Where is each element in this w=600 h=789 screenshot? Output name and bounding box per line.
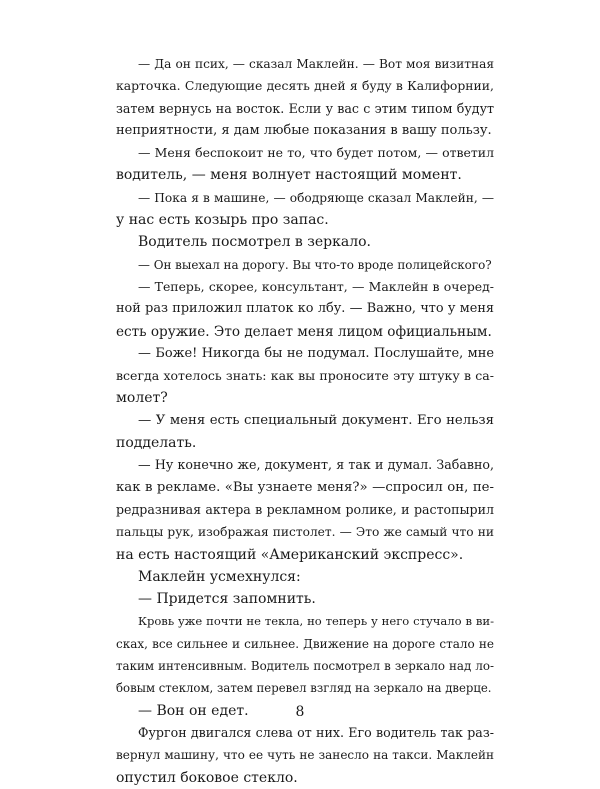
text-line: — Пока я в машине, — ободряюще сказал Маклейн, — bbox=[138, 190, 494, 205]
text-line: пальцы рук, изображая пистолет. — Это же самый что ни bbox=[116, 525, 494, 540]
text-line: таким интенсивным. Водитель посмотрел в зеркало над ло- bbox=[116, 659, 494, 674]
text-line: — Теперь, скорее, консультант, — Маклейн в очеред- bbox=[138, 278, 494, 294]
text-line: у нас есть козырь про запас. bbox=[116, 212, 329, 229]
body-text bbox=[116, 53, 494, 789]
text-line: — Вон он едет. bbox=[138, 702, 249, 719]
text-line: Маклейн усмехнулся: bbox=[138, 568, 301, 585]
page-number: 8 bbox=[295, 704, 305, 720]
text-line: — У меня есть специальный документ. Его нельзя bbox=[138, 412, 494, 428]
text-line: Кровь уже почти не текла, но теперь у него стучало в ви- bbox=[138, 614, 494, 629]
text-line: — Придется запомнить. bbox=[138, 591, 316, 608]
text-line: — Ну конечно же, документ, я так и думал. Забавно, bbox=[138, 457, 494, 473]
text-line: на есть настоящий «Американский экспресс». bbox=[116, 546, 464, 563]
text-line: как в рекламе. «Вы узнаете меня?» —спросил он, пе- bbox=[116, 479, 494, 495]
text-line: сках, все сильнее и сильнее. Движение на дороге стало не bbox=[116, 636, 494, 651]
text-line: ной раз приложил платок ко лбу. — Важно, что у меня bbox=[116, 301, 494, 317]
text-line: всегда хотелось знать: как вы проносите эту штуку в са- bbox=[116, 368, 494, 384]
text-line: подделать. bbox=[116, 435, 197, 452]
text-line: водитель, — меня волнует настоящий момент. bbox=[116, 167, 462, 184]
text-line: опустил боковое стекло. bbox=[116, 769, 298, 786]
text-line: редразнивая актера в рекламном ролике, и растопырил bbox=[116, 501, 494, 517]
text-line: бовым стеклом, затем перевел взгляд на зеркало на дверце. bbox=[116, 681, 492, 696]
text-line: Фургон двигался слева от них. Его водитель так раз- bbox=[138, 724, 494, 740]
text-line: затем вернусь на восток. Если у вас с этим типом будут bbox=[116, 100, 494, 116]
text-line: молет? bbox=[116, 390, 168, 407]
text-line: вернул машину, что ее чуть не занесло на такси. Маклейн bbox=[116, 748, 494, 763]
text-line: есть оружие. Это делает меня лицом официальным. bbox=[116, 323, 492, 340]
text-line: карточка. Следующие десять дней я буду в Калифорнии, bbox=[116, 78, 494, 94]
text-line: — Он выехал на дорогу. Вы что-то вроде полицейского? bbox=[138, 257, 492, 272]
text-line: Водитель посмотрел в зеркало. bbox=[138, 234, 372, 251]
text-line: — Меня беспокоит не то, что будет потом, — ответил bbox=[138, 145, 494, 161]
text-line: — Да он псих, — сказал Маклейн. — Вот моя визитная bbox=[138, 57, 494, 71]
text-line: — Боже! Никогда бы не подумал. Послушайте, мне bbox=[138, 345, 494, 361]
text-line: неприятности, я дам любые показания в вашу пользу. bbox=[116, 122, 492, 138]
